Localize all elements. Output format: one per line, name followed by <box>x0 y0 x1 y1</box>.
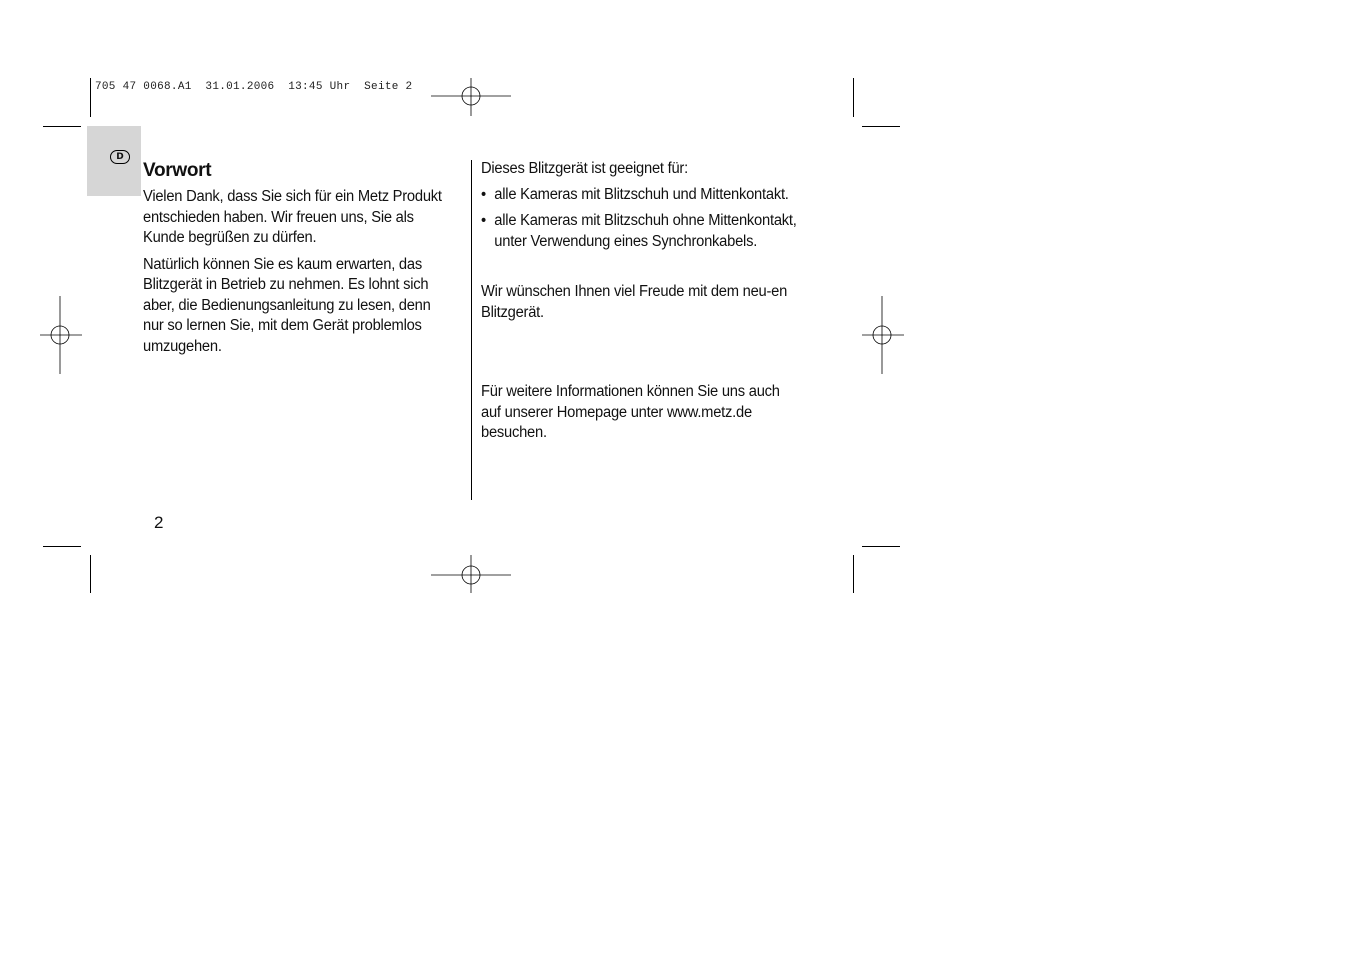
crop-mark-bottom-left-horizontal <box>43 546 81 547</box>
closing-wish: Wir wünschen Ihnen viel Freude mit dem neu-en Blitzgerät. <box>481 283 788 321</box>
compatibility-intro: Dieses Blitzgerät ist geeignet für: <box>481 160 688 177</box>
crop-mark-top-right-horizontal <box>862 126 900 127</box>
language-badge: D <box>110 150 130 164</box>
right-column <box>481 159 799 444</box>
list-item: • alle Kameras mit Blitzschuh und Mittenkontakt. <box>481 185 799 206</box>
section-title: Vorwort <box>143 160 212 181</box>
crop-mark-top-left-horizontal <box>43 126 81 127</box>
print-slug-line: 705 47 0068.A1 31.01.2006 13:45 Uhr Seite 2 <box>95 81 413 93</box>
crop-mark-bottom-right-horizontal <box>862 546 900 547</box>
registration-crosshair-icon <box>431 76 511 116</box>
registration-crosshair-icon <box>862 296 904 374</box>
column-divider <box>471 160 472 500</box>
list-item: • alle Kameras mit Blitzschuh ohne Mittenkontakt, unter Verwendung eines Synchronkabels. <box>481 211 799 252</box>
page-number: 2 <box>154 513 164 532</box>
crop-mark-bottom-left-vertical <box>90 555 91 593</box>
registration-crosshair-icon <box>40 296 82 374</box>
compatibility-list <box>481 185 799 253</box>
homepage-info: Für weitere Informationen können Sie uns auch auf unserer Homepage unter www.metz.de besuchen. <box>481 383 780 441</box>
crop-mark-top-right-vertical <box>853 78 854 117</box>
crop-mark-top-left-vertical <box>90 78 91 117</box>
crop-mark-bottom-right-vertical <box>853 555 854 593</box>
paragraph: Natürlich können Sie es kaum erwarten, das Blitzgerät in Betrieb zu nehmen. Es lohnt sich aber, die Bedienungsanleitung zu lesen, denn nur so lernen Sie, mit dem Gerät problemlos umzugehen. <box>143 255 431 355</box>
registration-crosshair-icon <box>431 555 511 595</box>
paragraph: Vielen Dank, dass Sie sich für ein Metz Produkt entschieden haben. Wir freuen uns, Sie als Kunde begrüßen zu dürfen. <box>143 188 442 246</box>
left-column <box>143 187 453 357</box>
